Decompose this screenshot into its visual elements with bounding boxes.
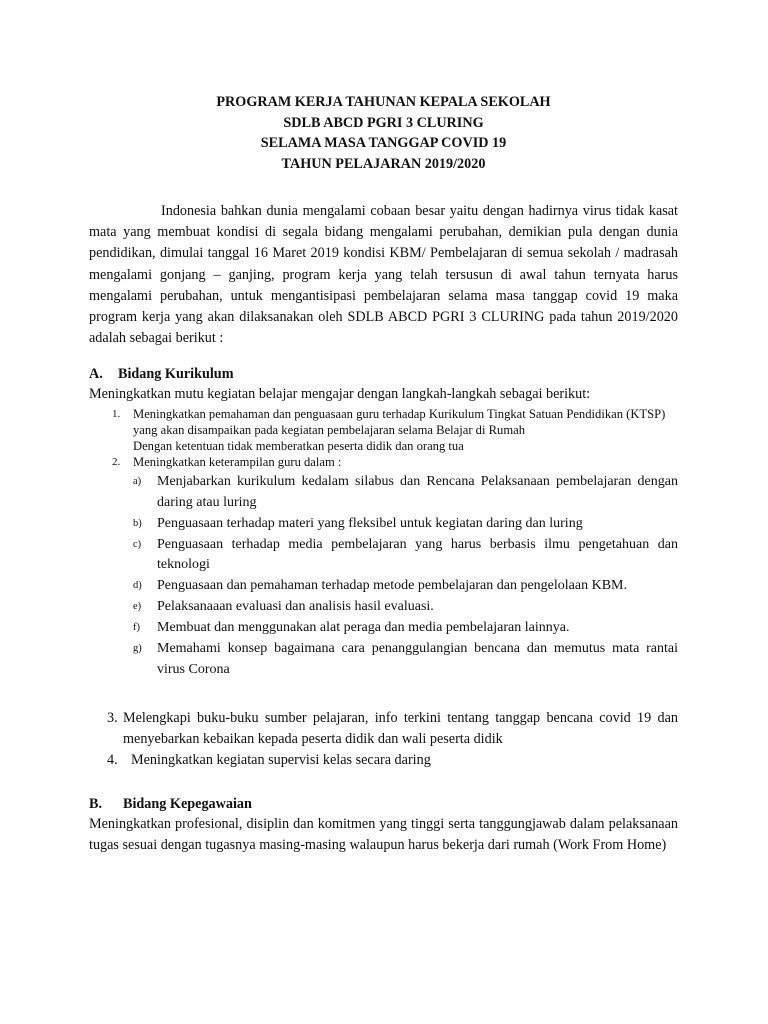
sub-list-letter: f) — [133, 622, 140, 634]
list-number: 1. — [112, 408, 121, 421]
sub-list-text: Membuat dan menggunakan alat peraga dan media pembelajaran lainnya. — [157, 620, 570, 636]
list-item — [112, 454, 678, 470]
list-number: 3. — [107, 710, 118, 727]
sub-list — [133, 472, 678, 680]
sub-list-item — [133, 472, 678, 513]
intro-paragraph: Indonesia bahkan dunia mengalami cobaan besar yaitu dengan hadirnya virus tidak kasat mata yang membuat kondisi di segala bidang mengalami perubahan, demikian pula dengan dunia pendidikan, dimulai tanggal 16 Maret 2019 kondisi KBM/ Pembelajaran di semua sekolah / madrasah mengalami gonjang – ganjing, program kerja yang telah tersusun di awal tahun ternyata harus mengalami perubahan, untuk mengantisipasi pembelajaran selama masa tanggap covid 19 maka program kerja yang akan dilaksanakan oleh SDLB ABCD PGRI 3 CLURING pada tahun 2019/2020 adalah sebagai berikut : — [89, 203, 678, 347]
list-item-text: Meningkatkan kegiatan supervisi kelas secara daring — [131, 752, 431, 769]
sub-list-letter: g) — [133, 643, 142, 655]
list-item-text: Melengkapi buku-buku sumber pelajaran, info terkini tentang tanggap bencana covid 19 dan menyebarkan kebaikan kepada peserta didik dan wali peserta didik — [123, 710, 678, 748]
title-line-4: TAHUN PELAJARAN 2019/2020 — [281, 155, 486, 172]
sub-list-letter: b) — [133, 517, 142, 529]
title-line-2: SDLB ABCD PGRI 3 CLURING — [283, 114, 484, 131]
section-b-heading — [89, 794, 678, 814]
list-item — [112, 406, 678, 454]
section-a-heading — [89, 364, 678, 384]
section-b-paragraph: Meningkatkan profesional, disiplin dan komitmen yang tinggi serta tanggungjawab dalam pelaksanaan tugas sesuai dengan tugasnya masing-masing walaupun harus bekerja dari rumah (Work From Home) — [89, 816, 678, 854]
list-number: 4. — [107, 752, 118, 769]
sub-list-text: Menjabarkan kurikulum kedalam silabus dan Rencana Pelaksanaan pembelajaran dengan daring atau luring — [157, 474, 678, 510]
sub-list-text: Penguasaan terhadap materi yang fleksibel untuk kegiatan daring dan luring — [157, 515, 583, 531]
sub-list-item — [133, 576, 678, 597]
list-item-text: Meningkatkan pemahaman dan penguasaan guru terhadap Kurikulum Tingkat Satuan Pendidikan (KTSP) yang akan disampaikan pada kegiatan pembelajaran selama Belajar di Rumah — [133, 407, 666, 438]
sub-list-item — [133, 597, 678, 618]
list-item-text-continued: Dengan ketentuan tidak memberatkan peserta didik dan orang tua — [133, 439, 464, 454]
numbered-list — [112, 406, 678, 680]
list-item-text: Meningkatkan keterampilan guru dalam : — [133, 455, 342, 470]
sub-list-text: Penguasaan terhadap media pembelajaran yang harus berbasis ilmu pengetahuan dan teknologi — [157, 536, 678, 573]
list-item — [107, 708, 678, 750]
title-line-3: SELAMA MASA TANGGAP COVID 19 — [260, 135, 507, 151]
title-line-1: PROGRAM KERJA TAHUNAN KEPALA SEKOLAH — [216, 94, 551, 110]
sub-list-letter: d) — [133, 580, 142, 592]
section-a-intro: Meningkatkan mutu kegiatan belajar mengajar dengan langkah-langkah sebagai berikut: — [89, 386, 591, 403]
continued-list — [107, 708, 678, 771]
document-title — [89, 92, 678, 174]
sub-list-item — [133, 639, 678, 680]
sub-list-text: Penguasaan dan pemahaman terhadap metode pembelajaran dan pengelolaan KBM. — [157, 578, 627, 594]
section-b-letter: B. — [89, 796, 103, 813]
section-a-title: Bidang Kurikulum — [118, 366, 234, 383]
sub-list-letter: c) — [133, 538, 142, 550]
list-number: 2. — [112, 456, 121, 469]
sub-list-letter: e) — [133, 601, 142, 613]
sub-list-item — [133, 514, 678, 535]
sub-list-letter: a) — [133, 476, 142, 488]
sub-list-text: Pelaksanaaan evaluasi dan analisis hasil evaluasi. — [157, 599, 434, 615]
section-b-title: Bidang Kepegawaian — [123, 796, 252, 813]
sub-list-item — [133, 618, 678, 639]
list-item — [107, 750, 678, 771]
sub-list-item — [133, 535, 678, 576]
sub-list-text: Memahami konsep bagaimana cara penanggulangian bencana dan memutus mata rantai virus Corona — [157, 641, 678, 677]
section-a-letter: A. — [89, 366, 103, 383]
